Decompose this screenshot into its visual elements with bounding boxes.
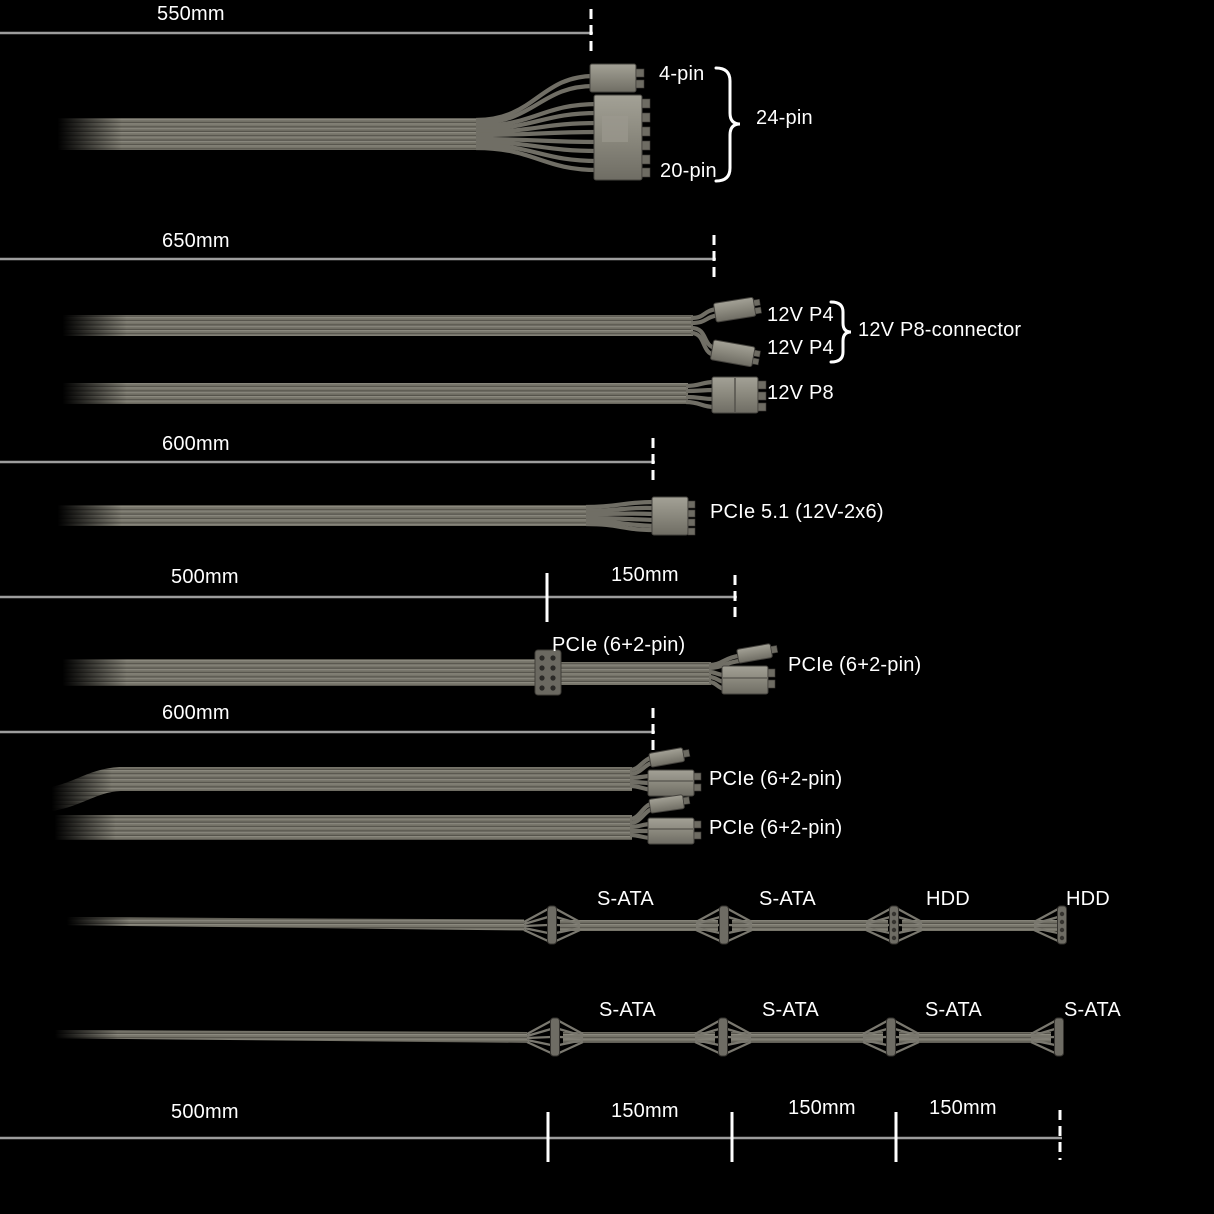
atx-20pin-label: 20-pin <box>660 160 717 182</box>
pcie-top-connector <box>648 770 701 796</box>
pcie-bottom-sense-connector <box>649 794 691 813</box>
eps-p4-connector-bottom <box>710 340 761 368</box>
sata-quad-fade <box>28 1024 118 1046</box>
pcie51-connector <box>652 497 695 535</box>
atx-20pin-connector <box>594 95 650 180</box>
ruler-650 <box>0 235 716 281</box>
sata-quad-label-3: S-ATA <box>925 999 982 1021</box>
ruler-bottom-150-label-3: 150mm <box>929 1097 997 1119</box>
eps8-fade <box>35 380 127 408</box>
pcie-daisy-mid-label: PCIe (6+2-pin) <box>552 634 686 656</box>
pcie-bottom-fade <box>28 811 116 843</box>
pcie51-fade <box>30 501 122 529</box>
ruler-600-pcie <box>0 708 655 753</box>
sata-hdd-label-1: S-ATA <box>597 888 654 910</box>
pcie-daisy-fade <box>35 655 127 689</box>
ruler-600-pcie51 <box>0 438 655 484</box>
sata-hdd-label-3: HDD <box>926 888 970 910</box>
pcie-top-sense-connector <box>649 747 691 768</box>
sata-quad-connector-2 <box>695 1018 751 1056</box>
ruler-550-label: 550mm <box>157 3 225 25</box>
eps-split-fade <box>35 312 127 340</box>
ruler-650-label: 650mm <box>162 230 230 252</box>
sata-quad-connector-4 <box>1031 1018 1064 1056</box>
eps-p8-group-label: 12V P8-connector <box>858 319 1022 341</box>
pcie-top-ribbon <box>28 779 632 801</box>
pcie-bottom-label: PCIe (6+2-pin) <box>709 817 843 839</box>
ruler-bottom-150-label-1: 150mm <box>611 1100 679 1122</box>
ruler-bottom-500-label: 500mm <box>171 1101 239 1123</box>
ruler-500-label: 500mm <box>171 566 239 588</box>
cable-eps8 <box>35 377 766 413</box>
sata-quad-label-2: S-ATA <box>762 999 819 1021</box>
ruler-bottom <box>0 1110 1062 1162</box>
pcie-daisy-mid-connector <box>535 650 561 695</box>
sata-connector-1 <box>524 906 580 944</box>
pcie-daisy-end-label: PCIe (6+2-pin) <box>788 654 922 676</box>
pcie-daisy-end-connector <box>722 666 775 694</box>
ruler-600a-label: 600mm <box>162 433 230 455</box>
eps8-ribbon <box>35 383 688 404</box>
eps-p4-top-label: 12V P4 <box>767 304 834 326</box>
pcie-top-label: PCIe (6+2-pin) <box>709 768 843 790</box>
atx-4pin-connector <box>590 64 644 92</box>
pcie-bottom-connector <box>648 818 701 844</box>
sata-hdd-ribbon-2 <box>732 920 888 931</box>
sata-quad-label-4: S-ATA <box>1064 999 1121 1021</box>
eps-p4-bottom-label: 12V P4 <box>767 337 834 359</box>
cable-sata-hdd <box>40 906 1067 944</box>
hdd-connector-2 <box>1034 906 1067 944</box>
hdd-connector-1 <box>866 906 922 944</box>
ruler-150-label: 150mm <box>611 564 679 586</box>
pcie51-wires <box>586 502 654 530</box>
sata-quad-ribbon-3 <box>899 1032 1051 1043</box>
cable-pcie-top <box>26 747 701 814</box>
ruler-bottom-150-label-2: 150mm <box>788 1097 856 1119</box>
sata-quad-ribbon-1 <box>563 1032 715 1043</box>
eps-split-ribbon <box>35 315 693 336</box>
eps-p4-connector-top <box>713 296 761 322</box>
sata-hdd-ribbon-1 <box>560 920 718 931</box>
sata-connector-2 <box>696 906 752 944</box>
sata-hdd-label-4: HDD <box>1066 888 1110 910</box>
eps8-label: 12V P8 <box>767 382 834 404</box>
atx-4pin-label: 4-pin <box>659 63 705 85</box>
ruler-600b-label: 600mm <box>162 702 230 724</box>
pcie-bottom-ribbon <box>30 815 632 840</box>
eps8-connector <box>712 377 766 413</box>
sata-quad-ribbon-2 <box>731 1032 883 1043</box>
sata-hdd-fade <box>40 912 130 932</box>
cable-eps-split <box>35 296 851 368</box>
atx-fanout-wires <box>476 76 598 170</box>
sata-hdd-ribbon-3 <box>902 920 1057 931</box>
sata-quad-connector-3 <box>863 1018 919 1056</box>
pcie-daisy-sense-connector <box>737 643 779 664</box>
atx-ribbon-fade <box>30 114 122 154</box>
sata-quad-connector-1 <box>527 1018 583 1056</box>
cable-sata-quad <box>28 1018 1064 1056</box>
ruler-550 <box>0 9 593 55</box>
brace-12v-p8 <box>831 302 851 362</box>
cable-pcie51 <box>30 497 695 535</box>
sata-quad-label-1: S-ATA <box>599 999 656 1021</box>
brace-24pin <box>716 68 740 181</box>
pcie-daisy-ribbon-b <box>561 662 711 685</box>
cable-pcie-bottom <box>28 794 701 844</box>
eps8-wires <box>686 382 714 407</box>
sata-hdd-label-2: S-ATA <box>759 888 816 910</box>
atx-24pin-label: 24-pin <box>756 107 813 129</box>
pcie-top-fade <box>26 764 112 814</box>
cable-atx-24pin <box>30 64 740 181</box>
pcie51-label: PCIe 5.1 (12V-2x6) <box>710 501 884 523</box>
